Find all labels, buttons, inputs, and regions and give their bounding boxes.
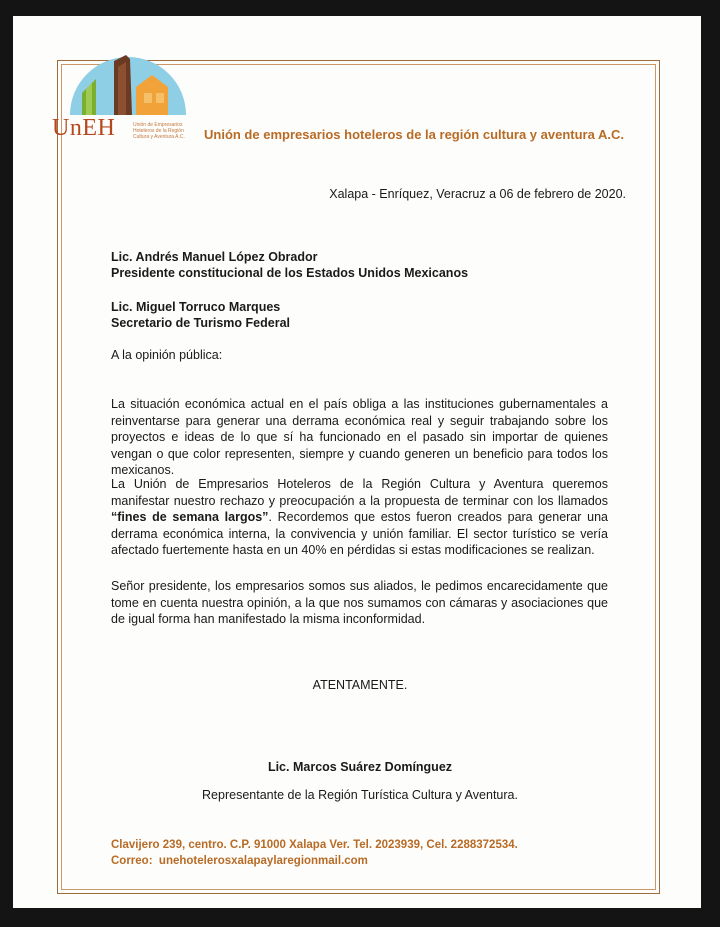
signer-role: Representante de la Región Turística Cultura y Aventura.	[202, 788, 518, 802]
email-label: Correo:	[111, 855, 153, 867]
footer-email	[111, 855, 368, 867]
org-name: Unión de empresarios hoteleros de la región cultura y aventura A.C.	[204, 127, 624, 142]
email-link[interactable]: unehotelerosxalapaylaregionmail.com	[158, 855, 368, 867]
paragraph-3: Señor presidente, los empresarios somos sus aliados, le pedimos encarecidamente que tome en cuenta nuestra opinión, a la que nos sumamos con cámaras y asociaciones que de igual forma han manifestado la misma inconformidad.	[111, 579, 608, 626]
paragraph-2-start: La Unión de Empresarios Hoteleros de la Región Cultura y Aventura queremos manifestar nuestro rechazo y preocupación a la propuesta de terminar con los llamados	[111, 477, 608, 508]
logo-buildings-icon	[52, 45, 192, 121]
recipient-name: Lic. Andrés Manuel López Obrador	[111, 250, 318, 264]
recipient-2	[111, 299, 290, 331]
salutation: A la opinión pública:	[111, 348, 223, 362]
recipient-title: Presidente constitucional de los Estados Unidos Mexicanos	[111, 266, 469, 280]
paragraph-1: La situación económica actual en el país obliga a las instituciones gubernamentales a reinventarse para generar una derrama económica real y seguir trabajando sobre los proyectos e ideas de lo que sí ha funcionado en el pasado sin importar de quienes vengan o que color representen, siempre y cuando generen un beneficio para todos los mexicanos.	[111, 397, 608, 477]
paragraph-2-end: . Recordemos que estos fueron creados para generar una derrama económica interna, la convivencia y unión familiar. El sector turístico se vería afectado fuertemente hasta en un 40% en pérdidas si estas modificaciones se realizan.	[111, 510, 608, 557]
signer-name: Lic. Marcos Suárez Domínguez	[267, 760, 453, 774]
logo-small-text: Unión de Empresarios Hoteleros de la Región Cultura y Aventura A.C.	[133, 122, 185, 140]
paragraph-2-emphasis: “fines de semana largos”	[111, 510, 269, 524]
recipient-title: Secretario de Turismo Federal	[111, 316, 290, 330]
footer-address: Clavijero 239, centro. C.P. 91000 Xalapa Ver. Tel. 2023939, Cel. 2288372534.	[111, 839, 518, 851]
uneh-logo	[52, 45, 192, 145]
letter-date: Xalapa - Enríquez, Veracruz a 06 de febrero de 2020.	[329, 187, 626, 201]
paragraph-2	[111, 476, 608, 559]
closing: ATENTAMENTE.	[312, 678, 408, 692]
logo-mark: UnEH	[52, 115, 116, 141]
recipient-1	[111, 249, 468, 281]
recipient-name: Lic. Miguel Torruco Marques	[111, 300, 281, 314]
